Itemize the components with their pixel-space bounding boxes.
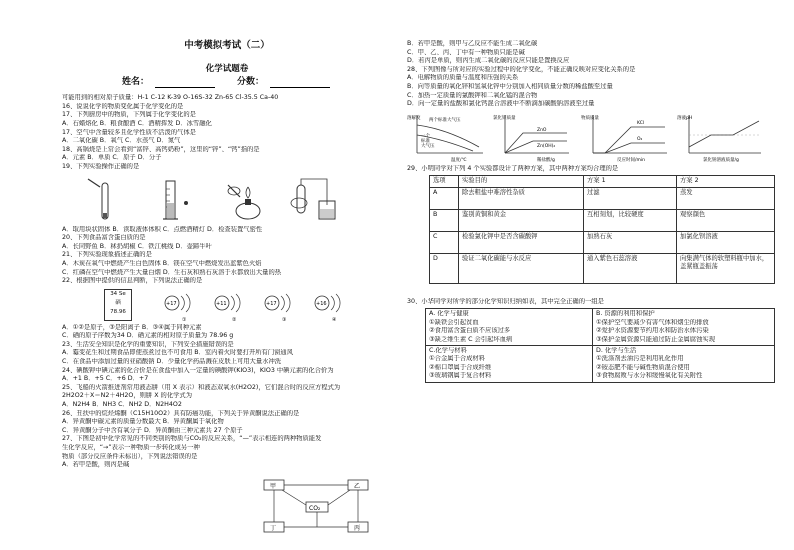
table-cell (593, 345, 775, 382)
cell-line: ②棉口罩属于合成纤维 (429, 363, 492, 371)
graph-d (677, 111, 765, 163)
atom-diagram-2 (210, 287, 246, 323)
svg-text:+16: +16 (316, 300, 327, 307)
text-line: 27、下图是初中化学常见的不同类别的物质与CO₂的反应关系，“—”表示相连的两种物质能发 (62, 435, 322, 443)
graph-a (407, 111, 487, 163)
text-line: C．加热一定质量的氯酸钾和二氧化锰的混合物 (407, 91, 538, 99)
text-line: 25、飞船的火箭推进剂常用液态肼（用 X 表示）和液态双氧水(H2O2)，它们混合时的反应方程式为 (62, 383, 341, 391)
scheme-yi: 乙 (354, 483, 361, 490)
atom-diagram-3 (260, 287, 296, 323)
cell-head: D. 化学与生活 (596, 346, 637, 354)
text-line: B．向等质量的氧化锌和氢氧化锌中分别加入相同质量分数的稀盐酸至过量 (407, 82, 613, 90)
svg-text:+17: +17 (166, 300, 177, 307)
text-line: A．+1 B．+5 C．+6 D．+7 (62, 375, 149, 383)
table-cell: 加熟石灰 (584, 231, 677, 253)
atom-diagram-1 (160, 287, 196, 323)
name-blank[interactable] (155, 78, 215, 88)
score-label: 分数： (237, 77, 265, 88)
table-cell (593, 309, 775, 346)
table-cell: 实验目的 (459, 176, 584, 187)
exam-subtitle: 化学试题卷 (205, 63, 249, 74)
scheme-jia: 甲 (270, 483, 277, 490)
atom-label-3: ③ (282, 316, 287, 323)
table-cell: A (430, 187, 459, 209)
text-line: 26、丑扶中的烷烃烯酮（C15H10O2）具有防癌功能，下列关于异黄酮说法正确的是 (62, 409, 300, 417)
text-line: C．甲、乙、丙、丁中有一种物质只能是碱 (407, 48, 525, 56)
text-line: A．木炭在氧气中燃烧产生白色固体 B．镁在空气中燃烧发出蓝紫色火焰 (62, 259, 262, 267)
graph-c-series2: O₂ (637, 136, 643, 142)
graph-a-note1: 两个标准大气压 (429, 117, 461, 123)
text-line: 可能用到的相对原子质量：H-1 C-12 K-39 O-16S-32 Zn-65 Cl-35.5 Ca-40 (62, 94, 279, 102)
cell-line: ②食用富含蛋白质不应该过多 (429, 327, 511, 335)
cell-line: ①合金属于合成材料 (429, 355, 486, 363)
text-line: 19、下列实验操作正确的是 (62, 162, 140, 170)
cell-head: C.化学与材料 (429, 346, 467, 354)
text-line: C．红磷在空气中燃烧产生大量白烟 D．生石灰和熟石灰溶于水都放出大量的热 (62, 268, 282, 276)
table-row (430, 187, 775, 209)
graph-a-note3: 标准 (421, 138, 430, 144)
cell-head: B. 资源的利用和保护 (596, 310, 655, 318)
cell-line: ③保护金属资源只能通过防止金属腐蚀实现 (596, 335, 715, 343)
cell-line: ①缺铁会引起贫血 (429, 318, 479, 326)
left-column (62, 38, 392, 470)
text-line: C．在食品中添加过量的亚硝酸钠 D．少量化学药品溅在皮肤上可用大量水冲洗 (62, 358, 282, 366)
text-line: A．异黄酮中碳元素的质量分数最大 B．异黄酮属于氧化物 (62, 418, 224, 426)
text-line: A．石蜡熔化 B．粮食酿酒 C．酒精挥发 D．冰雪融化 (62, 119, 212, 127)
airtightness-figure (287, 175, 347, 223)
questions-19-22 (62, 226, 392, 286)
table-row (430, 253, 775, 283)
text-line: 22、根据图中提供的信息判断，下列说法正确的是 (62, 277, 203, 285)
table-cell: 蒸发 (677, 187, 775, 209)
table-cell: 检验氯化钾中是否含碳酸钾 (459, 231, 584, 253)
cell-head: A. 化学与健康 (429, 310, 469, 318)
name-score-row (122, 78, 392, 88)
table-cell: D (430, 253, 459, 283)
cell-line: ②铵态肥不能与碱性物质混合使用 (596, 363, 690, 371)
text-line: C．异黄酮分子中含有氧分子 D．异黄酮由三种元素共 27 个原子 (62, 426, 243, 434)
exam-title: 中考模拟考试（二） (184, 40, 270, 51)
table-cell: 向集满气体的软塑料瓶中加水，盖紧瓶盖振荡 (677, 253, 775, 283)
graph-c-ylabel: 物质质量 (581, 115, 599, 121)
text-line: 23、生活安全知识是化学的重要知识，下列安全措施错误的是 (62, 340, 234, 348)
lab-operation-figures (62, 175, 392, 223)
text-line: A．取用块状固体 B．读取液体体积 C．点燃酒精灯 D．检查装置气密性 (62, 225, 263, 233)
text-line: 17、空气中含量较多且化学性质不活泼的气体是 (62, 128, 196, 136)
atom-label-4: ④ (332, 316, 337, 323)
graph-a-note2: 一个 (421, 133, 430, 139)
cell-line: ③玻璃钢属于复合材料 (429, 372, 492, 380)
element-name: 硒 (115, 299, 121, 306)
right-column (407, 40, 767, 383)
table-row (426, 345, 775, 382)
graph-b-xlabel: 稀盐酸/g (537, 157, 555, 163)
text-line: 物质（部分反应条件未标出），下列说法错误的是 (62, 452, 198, 460)
graph-b-series2: Zn(OH)₂ (537, 143, 556, 149)
graph-a-xlabel: 温度/℃ (451, 157, 467, 163)
text-line: A．N2H4 B．NH3 C．NH2 D．N2H4O2 (62, 401, 182, 409)
text-line: 21、下列实验现象描述正确的是 (62, 251, 152, 259)
q30-text: 30、小华同学对所学的部分化学知识归纳如表，其中完全正确的一组是 (407, 297, 604, 305)
table-cell: 方案 1 (584, 176, 677, 187)
table-cell: B (430, 209, 459, 231)
element-mass: 78.96 (110, 308, 126, 315)
name-label: 姓名： (122, 77, 150, 88)
text-line: A．霉变花生和过期食品即使蒸煮过也不可食用 B．室内着火时要打开所有门窗通风 (62, 349, 294, 357)
element-card (104, 289, 132, 321)
scheme-ding: 丁 (270, 525, 277, 532)
text-line: A．①②是原子，③是阳离子 B．③④属于同种元素 (62, 323, 202, 331)
graph-b (493, 111, 573, 163)
graph-a-note4: 大气压 (421, 143, 435, 149)
svg-text:+17: +17 (266, 300, 277, 307)
text-line: 17、下列厨房中的物质，下列属于化学变化的是 (62, 111, 196, 119)
table-cell: 除去粗盐中难溶性杂质 (459, 187, 584, 209)
text-line: C．硒的原子序数为34 D．硒元素的相对原子质量为 78.96 g (62, 332, 234, 340)
table-cell (426, 345, 593, 382)
atom-label-2: ② (232, 316, 237, 323)
text-line: 28、下列图像与所对应的实验过程中的化学变化，不能正确反映对应变化关系的是 (407, 65, 636, 73)
graph-d-ylabel: 溶液pH (677, 115, 693, 121)
questions-16-19 (62, 94, 392, 171)
table-cell: 方案 2 (677, 176, 775, 187)
text-line: 20、下列食品富含蛋白质的是 (62, 234, 146, 242)
table-cell: 过滤 (584, 187, 677, 209)
text-line: 18、高锅烧是上常会看到“富锌、高钙奶粉”，这里的“锌”、“钙”指的是 (62, 145, 260, 153)
svg-text:+11: +11 (216, 300, 227, 307)
graph-c (581, 111, 671, 163)
q28-graphs (407, 111, 767, 163)
q30-table (425, 308, 775, 382)
text-line: A．电解物质的质量与温度和压强的关系 (407, 74, 519, 82)
element-number: 34 Se (110, 290, 126, 297)
text-line: 2H2O2＋X＝N2＋4H2O，则肼 X 的化学式为 (62, 392, 193, 400)
questions-27-28 (407, 40, 767, 109)
cell-line: ③食物腐败与水分和缓慢氧化有关附性 (596, 372, 703, 380)
table-cell: 选项 (430, 176, 459, 187)
table-cell (426, 309, 593, 346)
cell-line: ②爱护水资源要节约用水和防治水体污染 (596, 327, 709, 335)
text-line: 生化学反应，“→”表示一种物质一步转化成另一种 (62, 444, 200, 451)
cell-line: ③缺乏维生素 C 会引起坏血病 (429, 335, 513, 343)
atom-diagram-4 (310, 287, 346, 323)
table-row (430, 231, 775, 253)
table-cell: C (430, 231, 459, 253)
text-line: A．二氧化碳 B．氧气 C．水蒸气 D．氮气 (62, 137, 181, 145)
reaction-scheme (262, 478, 372, 536)
text-line: A．若甲是酸，则丙是碱 (62, 461, 130, 469)
element-atom-figures (62, 287, 392, 323)
graph-a-ylabel: 溶解度 (407, 115, 421, 121)
atom-label-1: ① (182, 316, 187, 323)
graph-b-ylabel: 氯化锌质量 (493, 115, 516, 121)
scheme-co2: CO₂ (309, 505, 321, 512)
table-cell: 通入紫色石蕊溶液 (584, 253, 677, 283)
table-cell: 鉴别黄铜和黄金 (459, 209, 584, 231)
cell-line: ①保护空气要减少有害气体和烟尘的排放 (596, 318, 709, 326)
table-cell: 验证二氧化碳能与水反应 (459, 253, 584, 283)
text-line: A．元素 B．单质 C．原子 D．分子 (62, 154, 162, 162)
text-line: B．若甲是酸，则甲与乙反应不能生成二氧化碳 (407, 40, 538, 47)
q29-table (429, 175, 775, 283)
graph-d-xlabel: 氯化钠溶液质量/g (703, 157, 739, 163)
measuring-cylinder-figure (152, 175, 192, 223)
scheme-bing: 丙 (354, 525, 361, 532)
table-row (430, 209, 775, 231)
table-cell: 观察颜色 (677, 209, 775, 231)
text-line: 16、说说化学的物质变化属于化学变化的是 (62, 102, 184, 110)
text-line: D．若丙是单质，则丙生成二氧化碳的反应只能是置换反应 (407, 57, 570, 65)
graph-b-series1: ZnO (537, 127, 547, 133)
text-line: D．向一定量的盐酸和氯化钙混合溶液中不断滴加碳酸钠溶液至过量 (407, 100, 595, 108)
graph-c-xlabel: 反应时间/min (617, 157, 646, 163)
text-line: 24、碘酸钾中碘元素的化合价是在食盐中加入一定量的碘酸钾(KIO3)，KIO3 中碘元素的化合价为 (62, 366, 334, 374)
q29-text: 29、小明同学对下列 4 个实验都设计了两种方案，其中两种方案均合理的是 (407, 164, 619, 172)
table-header-row (430, 176, 775, 187)
table-row (426, 309, 775, 346)
test-tube-figure (82, 175, 122, 223)
questions-22-27 (62, 324, 392, 470)
cell-line: ①洗涤剂去油污是利用乳化作用 (596, 355, 684, 363)
graph-c-series1: KCl (637, 120, 645, 126)
table-cell: 加氯化钡溶液 (677, 231, 775, 253)
table-cell: 互相刻划，比较硬度 (584, 209, 677, 231)
score-blank[interactable] (270, 78, 330, 88)
text-line: A．长同野鱼 B．秫扔胡椒 C．铁江桃线 D．壶蹄牛叶 (62, 242, 212, 250)
alcohol-lamp-figure (222, 175, 270, 223)
